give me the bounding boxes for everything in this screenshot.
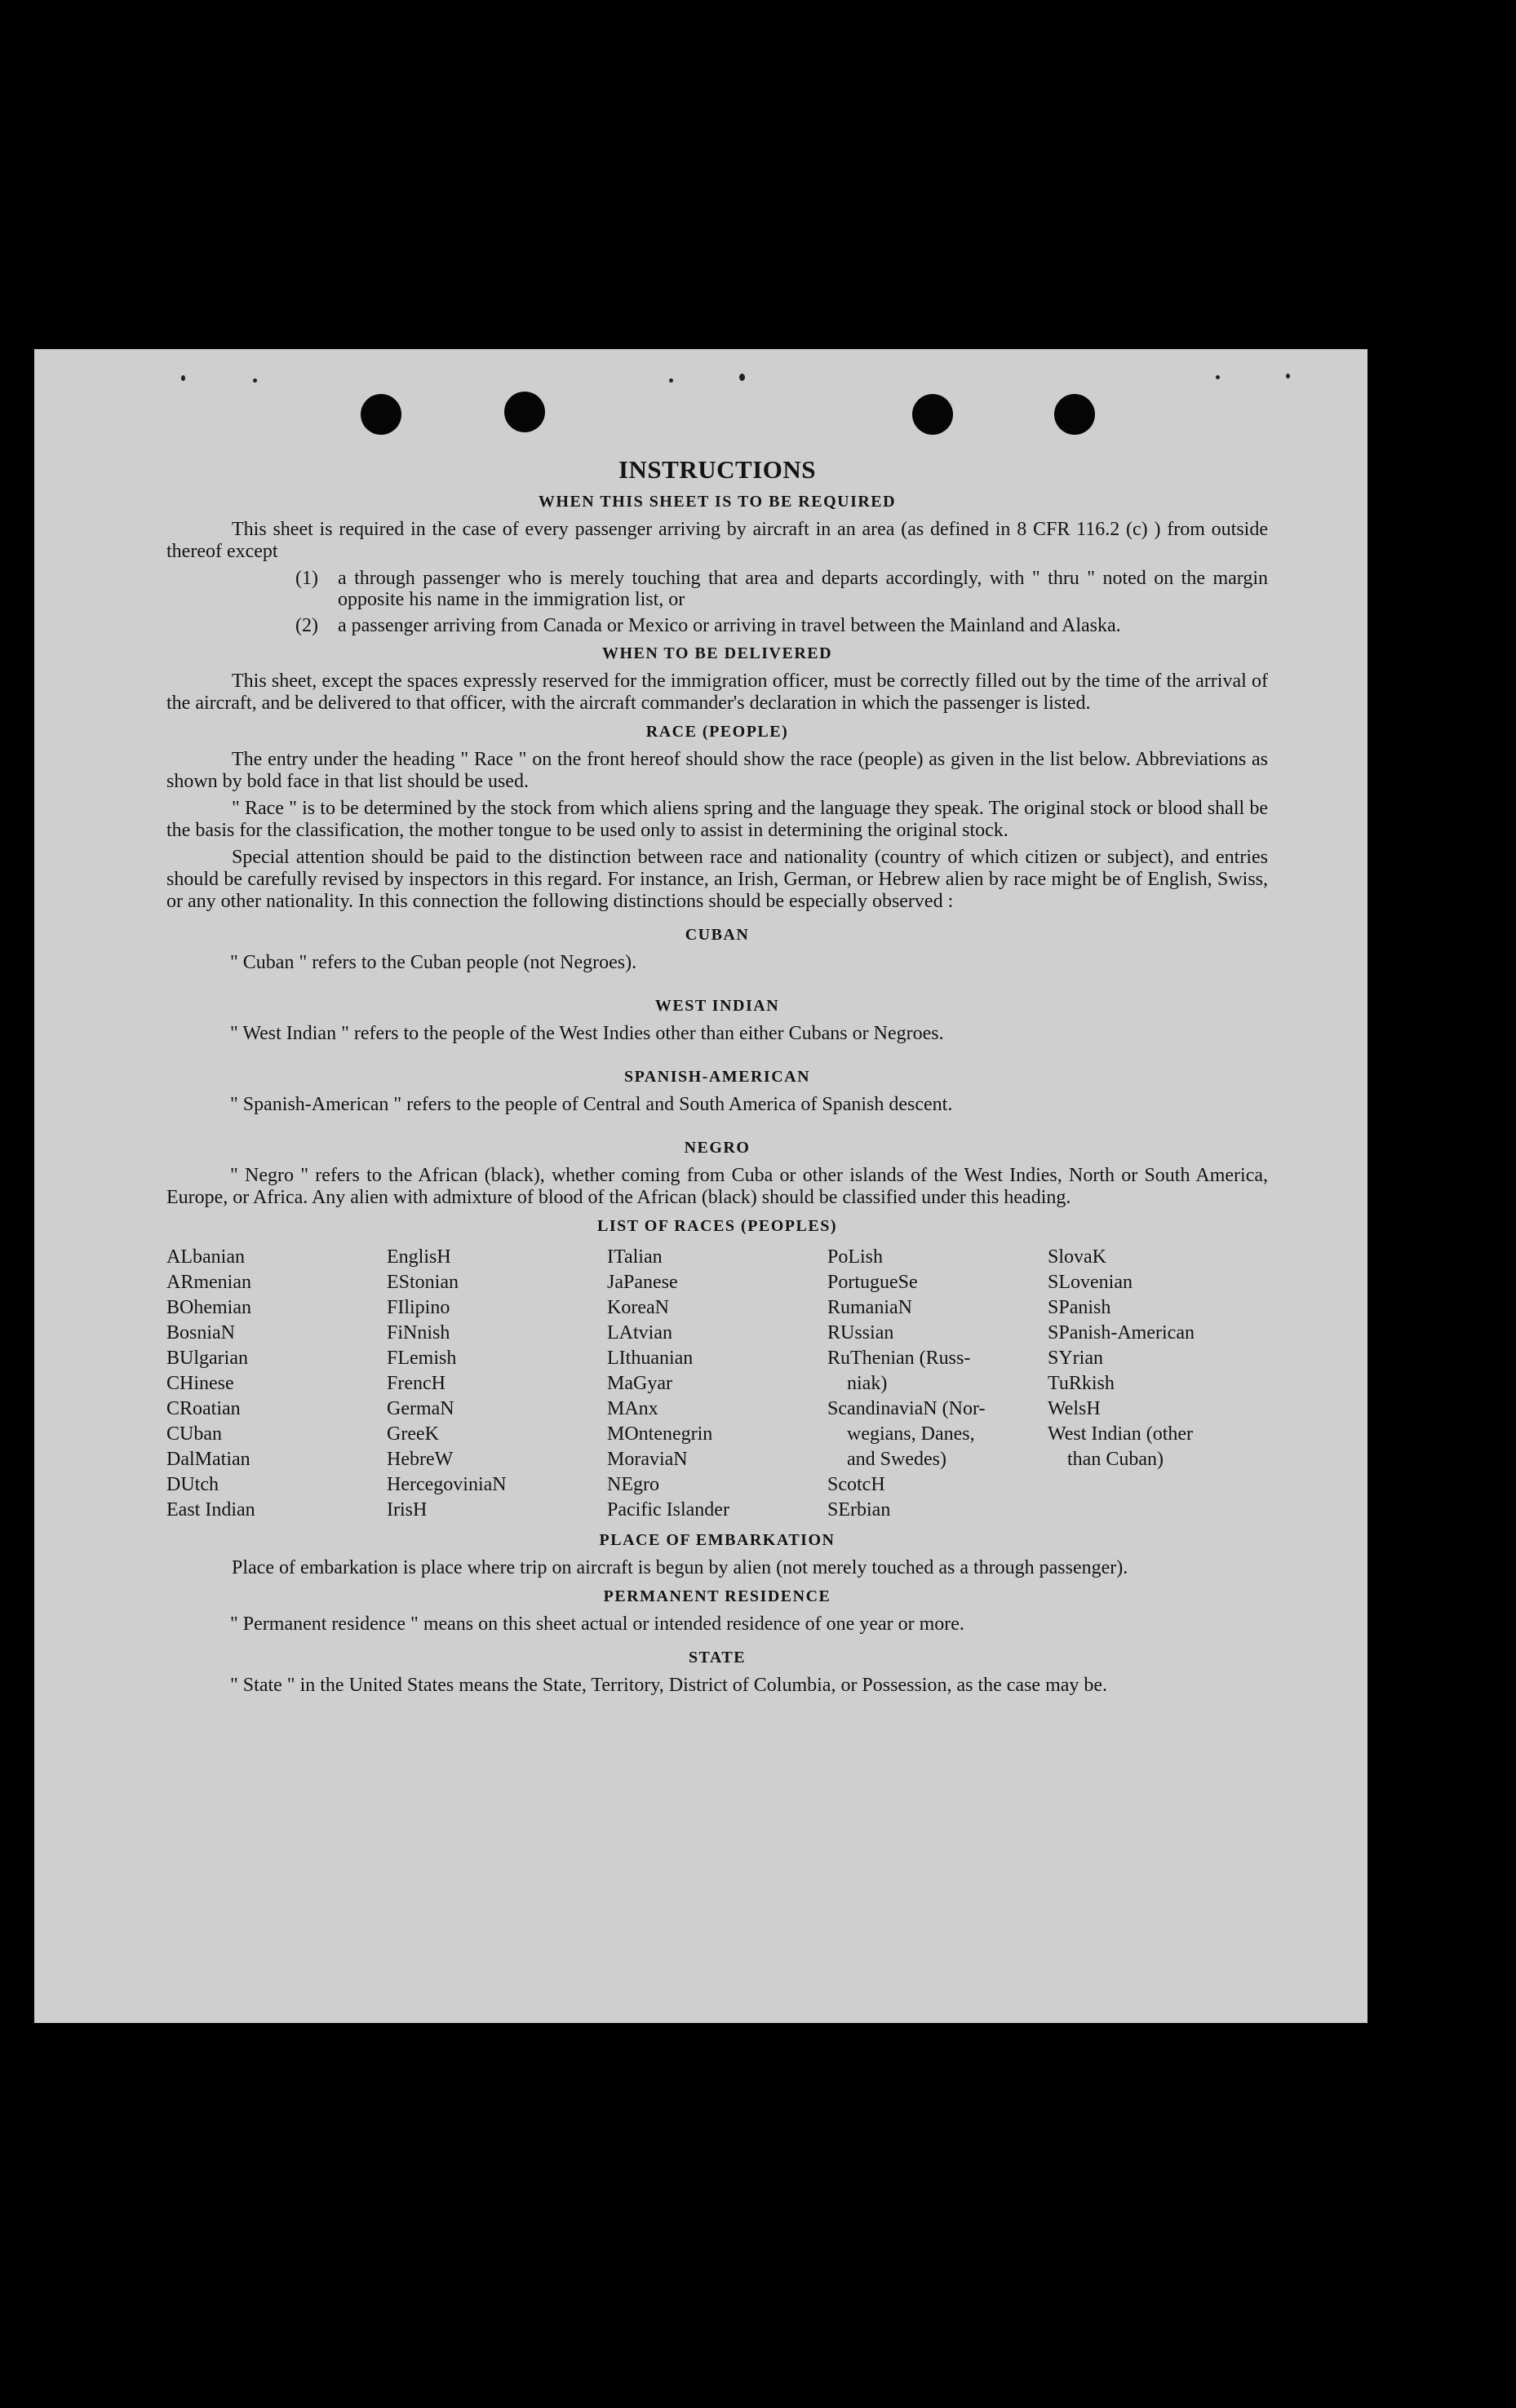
when-required-intro: This sheet is required in the case of every passenger arriving by aircraft in an area (as defined in 8 CFR 116.2 (c) ) from outside thereof except <box>166 519 1268 562</box>
race-paragraph: " Race " is to be determined by the stock from which aliens spring and the language they speak. The original stock or blood shall be the basis for the classification, the mother tongue to be used only to assist in determining the original stock. <box>166 798 1268 841</box>
race-item: ALbanian <box>166 1246 245 1268</box>
race-item: HercegoviniaN <box>387 1474 507 1495</box>
race-item: PoLish <box>827 1246 884 1268</box>
race-column <box>607 1245 827 1523</box>
race-item: SLovenian <box>1048 1272 1133 1293</box>
spanish-american-text: " Spanish-American " refers to the people of Central and South America of Spanish descent. <box>230 1094 953 1115</box>
cuban-text: " Cuban " refers to the Cuban people (not Negroes). <box>230 952 637 973</box>
race-item: DalMatian <box>166 1449 250 1470</box>
race-item: RuThenian (Russ- <box>827 1348 971 1369</box>
race-item: PortugueSe <box>827 1272 918 1293</box>
heading-west-indian: WEST INDIAN <box>654 997 780 1015</box>
race-item: ARmenian <box>166 1272 251 1293</box>
race-column <box>166 1245 387 1523</box>
west-indian-text: " West Indian " refers to the people of the West Indies other than either Cubans or Negroes. <box>230 1023 944 1044</box>
speck-mark <box>739 374 745 381</box>
race-item: SlovaK <box>1048 1246 1106 1268</box>
speck-mark <box>181 375 185 381</box>
race-item: ITalian <box>607 1246 663 1268</box>
race-item: FIlipino <box>387 1297 450 1318</box>
race-item: IrisH <box>387 1499 428 1520</box>
race-item: NEgro <box>607 1474 659 1495</box>
race-item: FLemish <box>387 1348 457 1369</box>
race-paragraph: The entry under the heading " Race " on the front hereof should show the race (people) as given in the list below. Abbreviations as shown by bold face in that list should be used. <box>166 749 1268 792</box>
race-item: MaGyar <box>607 1373 672 1394</box>
instructions-body <box>166 455 1268 1697</box>
state-text: " State " in the United States means the State, Territory, District of Columbia, or Possession, as the case may be. <box>230 1675 1108 1696</box>
race-item: CHinese <box>166 1373 234 1394</box>
race-item: RumaniaN <box>827 1297 912 1318</box>
race-paragraph: Special attention should be paid to the distinction between race and nationality (country of which citizen or subject), and entries should be carefully revised by inspectors in this regard. For instance, an Irish, German, or Hebrew alien by race might be of English, Swiss, or any other nationality. In this connection the following distinctions should be especially observed : <box>166 847 1268 912</box>
race-item: MAnx <box>607 1398 658 1419</box>
race-item: WelsH <box>1048 1398 1101 1419</box>
race-item: BUlgarian <box>166 1348 248 1369</box>
race-item: and Swedes) <box>847 1449 946 1470</box>
heading-negro: NEGRO <box>684 1139 751 1157</box>
race-item: SPanish-American <box>1048 1322 1195 1343</box>
race-item: ScotcH <box>827 1474 885 1495</box>
race-item: niak) <box>847 1373 888 1394</box>
race-item: KoreaN <box>607 1297 669 1318</box>
punch-hole <box>361 394 401 435</box>
race-item: GreeK <box>387 1423 439 1445</box>
heading-spanish-american: SPANISH-AMERICAN <box>623 1068 811 1086</box>
race-item: SErbian <box>827 1499 891 1520</box>
heading-race: RACE (PEOPLE) <box>645 723 789 741</box>
punch-hole <box>504 392 545 432</box>
race-item: LAtvian <box>607 1322 672 1343</box>
race-item: MOntenegrin <box>607 1423 713 1445</box>
race-item: FiNnish <box>387 1322 450 1343</box>
race-item: FrencH <box>387 1373 445 1394</box>
race-item: ScandinaviaN (Nor- <box>827 1398 986 1419</box>
heading-residence: PERMANENT RESIDENCE <box>603 1587 831 1605</box>
race-item: BOhemian <box>166 1297 251 1318</box>
race-item: SPanish <box>1048 1297 1111 1318</box>
heading-cuban: CUBAN <box>685 926 750 944</box>
race-item: CRoatian <box>166 1398 241 1419</box>
race-item: EnglisH <box>387 1246 451 1268</box>
speck-mark <box>253 378 257 383</box>
punch-hole <box>1054 394 1095 435</box>
race-item: DUtch <box>166 1474 219 1495</box>
punch-hole <box>912 394 953 435</box>
race-column <box>387 1245 607 1523</box>
speck-mark <box>669 378 673 383</box>
race-item: CUban <box>166 1423 222 1445</box>
speck-mark <box>1216 375 1220 379</box>
speck-mark <box>1286 374 1290 378</box>
race-item: GermaN <box>387 1398 454 1419</box>
race-column <box>827 1245 1048 1523</box>
race-item: LIthuanian <box>607 1348 694 1369</box>
exception-item: (1) a through passenger who is merely touching that area and departs accordingly, with " thru " noted on the margin opposite his name in the immigration list, or <box>295 568 1268 610</box>
when-delivered-text: This sheet, except the spaces expressly reserved for the immigration officer, must be correctly filled out by the time of the arrival of the aircraft, and be delivered to that officer, with the aircraft commander's declaration in which the passenger is listed. <box>166 671 1268 714</box>
heading-list-of-races: LIST OF RACES (PEOPLES) <box>596 1217 837 1235</box>
negro-text: " Negro " refers to the African (black), whether coming from Cuba or other islands of the West Indies, North or South America, Europe, or Africa. Any alien with admixture of blood of the African (black) should be classified under this heading. <box>166 1165 1268 1208</box>
race-item: West Indian (other <box>1048 1423 1194 1445</box>
race-item: Pacific Islander <box>607 1499 729 1520</box>
race-item: TuRkish <box>1048 1373 1115 1394</box>
race-item: EStonian <box>387 1272 459 1293</box>
heading-state: STATE <box>688 1649 747 1667</box>
heading-when-delivered: WHEN TO BE DELIVERED <box>601 644 833 662</box>
embarkation-text: Place of embarkation is place where trip on aircraft is begun by alien (not merely touched as a through passenger). <box>232 1557 1128 1578</box>
heading-when-required: WHEN THIS SHEET IS TO BE REQUIRED <box>538 493 897 511</box>
race-item: MoraviaN <box>607 1449 688 1470</box>
exception-item: (2) a passenger arriving from Canada or Mexico or arriving in travel between the Mainland and Alaska. <box>295 615 1121 636</box>
race-item: JaPanese <box>607 1272 678 1293</box>
race-list <box>166 1245 1268 1523</box>
instruction-sheet <box>34 349 1368 2023</box>
race-item: RUssian <box>827 1322 894 1343</box>
race-item: HebreW <box>387 1449 454 1470</box>
race-item: SYrian <box>1048 1348 1103 1369</box>
residence-text: " Permanent residence " means on this sheet actual or intended residence of one year or more. <box>230 1613 964 1635</box>
race-item: than Cuban) <box>1067 1449 1164 1470</box>
race-column <box>1048 1245 1268 1523</box>
race-item: East Indian <box>166 1499 255 1520</box>
page-title: INSTRUCTIONS <box>618 455 816 484</box>
race-item: BosniaN <box>166 1322 235 1343</box>
race-item: wegians, Danes, <box>847 1423 975 1445</box>
heading-embarkation: PLACE OF EMBARKATION <box>599 1531 836 1549</box>
